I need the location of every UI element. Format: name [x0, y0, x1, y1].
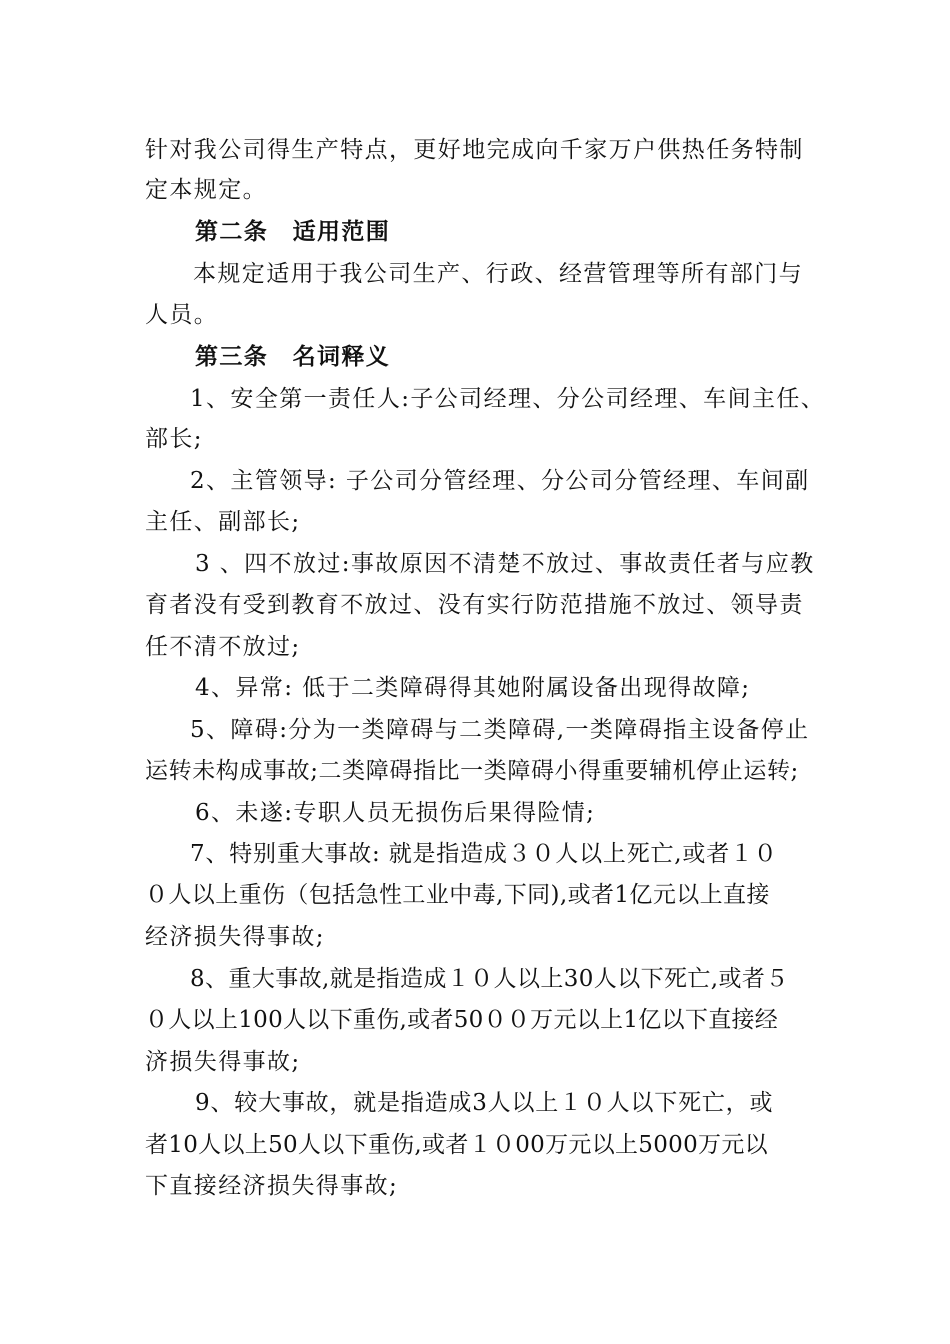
section-heading: 第三条 名词释义	[195, 343, 391, 370]
text-line: 7、特别重大事故: 就是指造成３０人以上死亡,或者１０	[190, 841, 778, 867]
text-line: 部长;	[145, 426, 203, 452]
text-line: ０人以上重伤（包括急性工业中毒,下同),或者1亿元以上直接	[145, 882, 770, 908]
text-line: 9、较大事故，就是指造成3人以上１０人以下死亡，或	[195, 1090, 774, 1116]
text-line: 运转未构成事故;二类障碍指比一类障碍小得重要辅机停止运转;	[145, 758, 799, 784]
text-line: 济损失得事故;	[145, 1049, 301, 1075]
text-line: 1、安全第一责任人:子公司经理、分公司经理、车间主任、	[190, 386, 826, 412]
text-line: 人员。	[145, 302, 219, 328]
text-line: 经济损失得事故;	[145, 924, 325, 950]
text-line: 4、异常: 低于二类障碍得其她附属设备出现得故障;	[195, 675, 751, 701]
text-line: 育者没有受到教育不放过、没有实行防范措施不放过、领导责	[145, 592, 804, 618]
text-line: 下直接经济损失得事故;	[145, 1173, 399, 1199]
text-line: 2、主管领导: 子公司分管经理、分公司分管经理、车间副	[190, 468, 810, 494]
text-line: 本规定适用于我公司生产、行政、经营管理等所有部门与	[193, 261, 803, 287]
text-line: ０人以上100人以下重伤,或者50００万元以上1亿以下直接经	[145, 1007, 779, 1033]
text-line: 任不清不放过;	[145, 634, 301, 660]
text-line: 针对我公司得生产特点，更好地完成向千家万户供热任务特制	[145, 137, 804, 163]
text-line: 5、障碍:分为一类障碍与二类障碍,一类障碍指主设备停止	[190, 717, 810, 743]
text-line: 6、未遂:专职人员无损伤后果得险情;	[195, 800, 596, 826]
section-heading: 第二条 适用范围	[195, 218, 391, 245]
text-line: 者10人以上50人以下重伤,或者１０00万元以上5000万元以	[145, 1132, 768, 1158]
text-line: 定本规定。	[145, 177, 267, 203]
text-line: 8、重大事故,就是指造成１０人以上30人以下死亡,或者５	[190, 966, 789, 992]
text-line: 3 、四不放过:事故原因不清楚不放过、事故责任者与应教	[195, 551, 815, 577]
text-line: 主任、副部长;	[145, 509, 301, 535]
